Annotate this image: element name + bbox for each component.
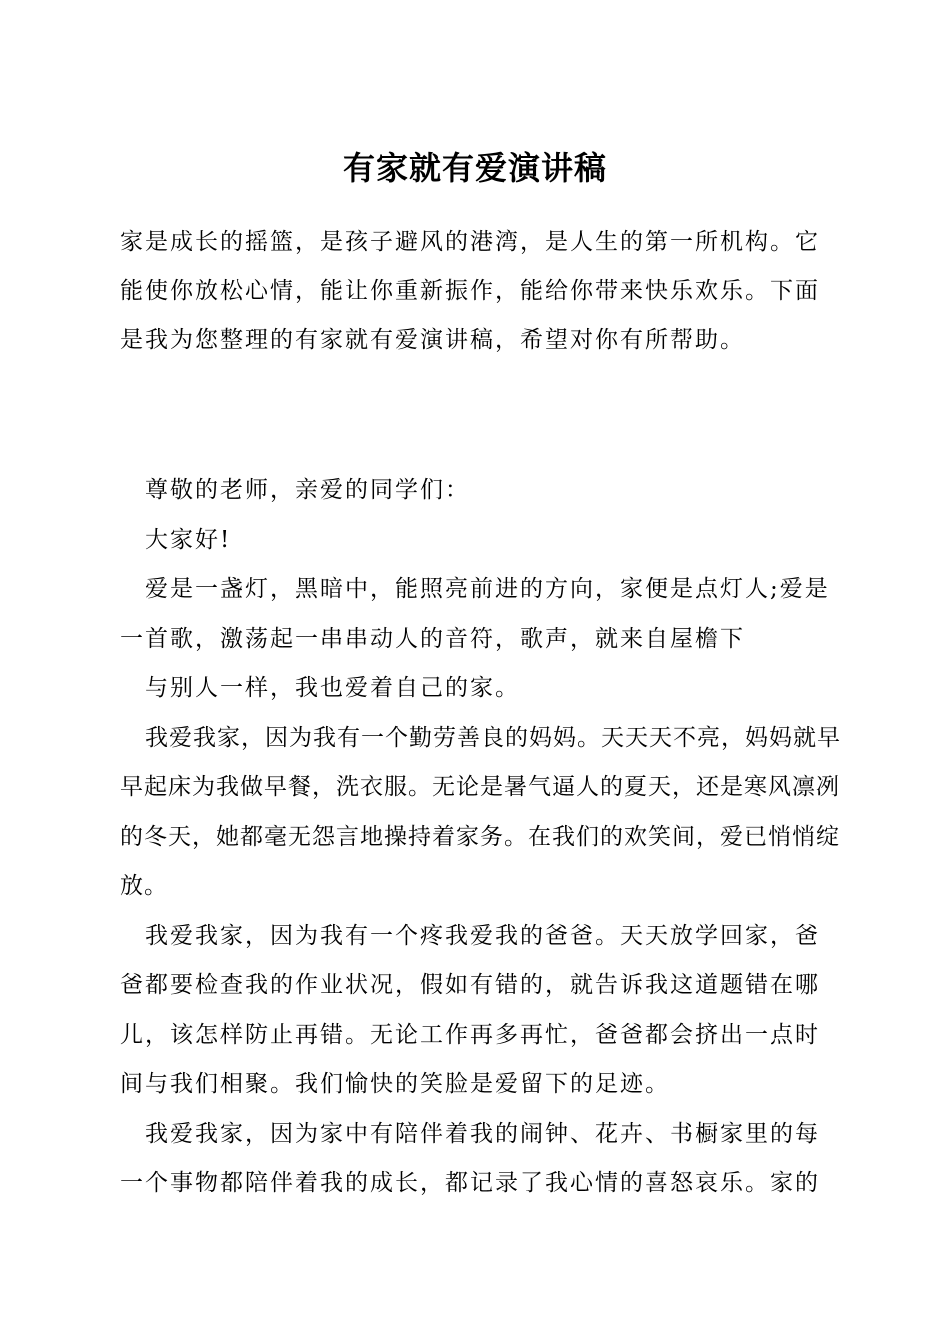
salutation: 尊敬的老师，亲爱的同学们： [145, 477, 470, 503]
intro-paragraph: 家是成长的摇篮，是孩子避风的港湾，是人生的第一所机构。它能使你放松心情，能让你重新振作，能给你带来快乐欢乐。下面是我为您整理的有家就有爱演讲稿，希望对你有所帮助。 [120, 229, 820, 353]
body-paragraph-lamp-song: 爱是一盏灯，黑暗中，能照亮前进的方向，家便是点灯人;爱是一首歌，激荡起一串串动人的音符，歌声，就来自屋檐下 [120, 576, 830, 652]
document-title: 有家就有爱演讲稿 [342, 149, 607, 187]
body-paragraph-father: 我爱我家，因为我有一个疼我爱我的爸爸。天天放学回家，爸爸都要检查我的作业状况，假如有错的，就告诉我这道题错在哪儿，该怎样防止再错。无论工作再多再忙，爸爸都会挤出一点时间与我们相聚。我们愉快的笑脸是爱留下的足迹。 [120, 922, 820, 1097]
greeting: 大家好! [145, 526, 232, 553]
body-paragraph-mother: 我爱我家，因为我有一个勤劳善良的妈妈。天天天不亮，妈妈就早早起床为我做早餐，洗衣服。无论是暑气逼人的夏天，还是寒风凛冽的冬天，她都毫无怨言地操持着家务。在我们的欢笑间，爱已悄悄绽放。 [120, 724, 841, 899]
body-paragraph-home-things: 我爱我家，因为家中有陪伴着我的闹钟、花卉、书橱家里的每一个事物都陪伴着我的成长，都记录了我心情的喜怒哀乐。家的 [120, 1120, 820, 1196]
body-paragraph-love-home: 与别人一样，我也爱着自己的家。 [145, 675, 520, 701]
speech-body [120, 466, 842, 1209]
